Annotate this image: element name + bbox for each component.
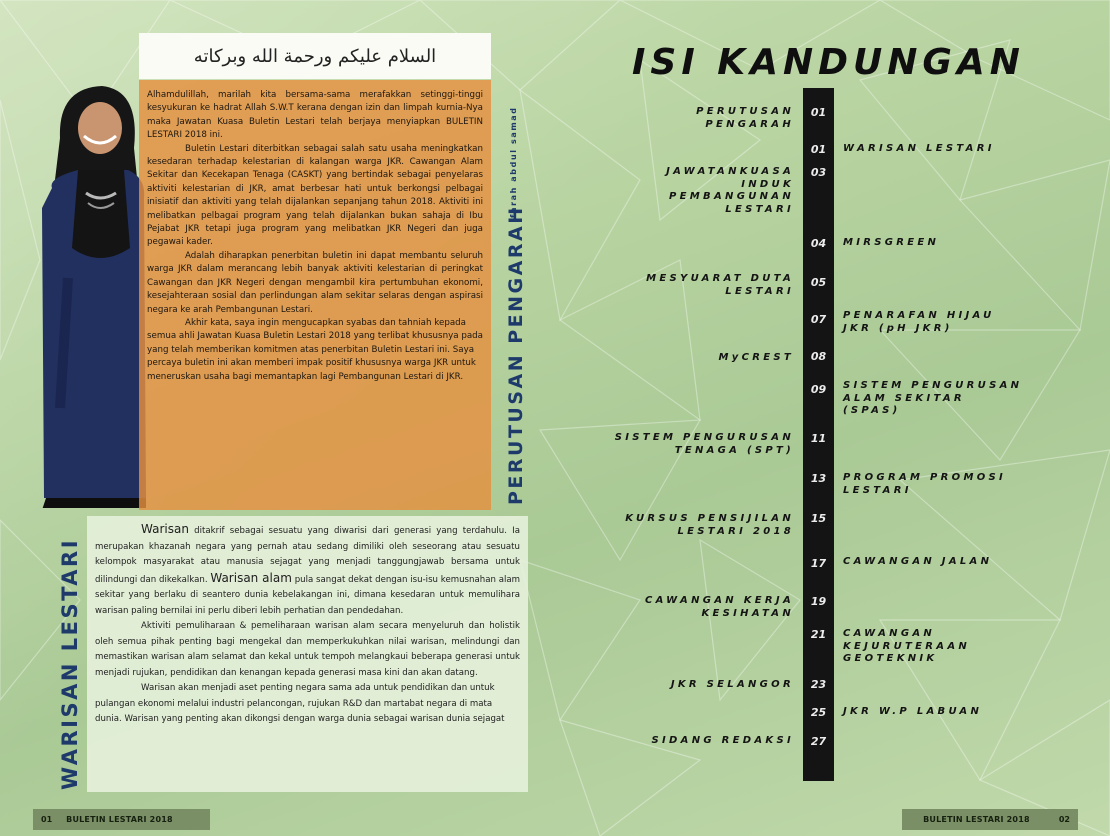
toc-page-number: 23	[810, 678, 827, 691]
director-name: farah abdul samad	[509, 106, 518, 218]
salam-text: السلام عليكم ورحمة الله وبركاته	[193, 45, 437, 67]
toc-page-number: 01	[810, 106, 827, 119]
toc-page-number: 25	[810, 706, 827, 719]
toc-page-number: 27	[810, 735, 827, 748]
warisan-paragraph	[95, 522, 520, 619]
toc-page-number: 13	[810, 472, 827, 485]
toc-page-number: 11	[810, 432, 827, 445]
warisan-lestari-vertical-title: WARISAN LESTARI	[58, 537, 82, 790]
toc-entry-mesyuarat-duta[interactable]: MESYUARAT DUTA LESTARI	[646, 273, 794, 297]
toc-entry-cawangan-jalan[interactable]: CAWANGAN JALAN	[843, 556, 993, 567]
director-paragraph: Buletin Lestari diterbitkan sebagai salah satu usaha meningkatkan kesedaran terhadap kelestarian di kalangan warga JKR. Cawangan Alam Sekitar dan Kecekapan Tenaga (CASKT) yang bertindak sebagai penyelaras aktiviti kelestarian di JKR, amat berbesar hati untuk berkongsi pelbagai inisiatif dan aktiviti yang telah dijalankan sepanjang tahun 2018. Aktiviti ini melibatkan pelbagai program yang telah dijalankan bukan sahaja di Ibu Pejabat JKR tetapi juga program yang melibatkan JKR Negeri dan juga pegawai kader.	[147, 143, 483, 248]
page-number: 02	[1058, 815, 1070, 824]
toc-entry-jkr-selangor[interactable]: JKR SELANGOR	[670, 679, 794, 690]
warisan-paragraph: Aktiviti pemuliharaan & pemeliharaan warisan alam secara menyeluruh dan holistik oleh semua pihak penting bagi mengekal dan memperkukuhkan nilai warisan, melindungi dan memastikan warisan alam selamat dan kekal untuk tempoh melangkaui beberapa generasi untuk menjadi rujukan, pendidikan dan kenangan kepada generasi masa kini dan akan datang.	[95, 621, 520, 678]
director-paragraph: Adalah diharapkan penerbitan buletin ini dapat membantu seluruh warga JKR dalam merancang lebih banyak aktiviti kelestarian di peringkat Cawangan dan JKR Negeri dengan mengambil kira pertumbuhan ekonomi, kesejahteraan sosial dan perlindungan alam sekitar selaras dengan aspirasi negara ke arah Pembangunan Lestari.	[147, 250, 483, 315]
warisan-lead-word: Warisan	[141, 522, 189, 536]
warisan-alam-lead: Warisan alam	[210, 570, 292, 585]
publication-name: BULETIN LESTARI 2018	[923, 815, 1030, 824]
director-paragraph: Akhir kata, saya ingin mengucapkan syabas dan tahniah kepada semua ahli Jawatan Kuasa Buletin Lestari 2018 yang terlibat khususnya pada yang telah memberikan komitmen atas penerbitan Buletin Lestari ini. Saya percaya buletin ini akan memberi impak positif khususnya warga JKR untuk meneruskan usaha bagi memantapkan lagi Pembangunan Lestari di JKR.	[147, 317, 483, 382]
toc-entry-jkr-labuan[interactable]: JKR W.P LABUAN	[843, 706, 983, 717]
toc-page-number: 07	[810, 313, 827, 326]
toc-entry-geoteknik[interactable]: CAWANGAN KEJURUTERAAN GEOTEKNIK	[843, 628, 971, 664]
perutusan-pengarah-vertical-title: PERUTUSAN PENGARAH	[505, 205, 527, 505]
salam-banner	[139, 33, 491, 79]
toc-entry-cawangan-kerja-kesihatan[interactable]: CAWANGAN KERJA KESIHATAN	[644, 595, 794, 619]
toc-page-number: 21	[810, 628, 827, 641]
page-number: 01	[41, 815, 53, 824]
footer-left	[33, 809, 210, 830]
table-of-contents-title: ISI KANDUNGAN	[632, 42, 1025, 83]
warisan-paragraph: Warisan akan menjadi aset penting negara sama ada untuk pendidikan dan untuk pulangan ekonomi melalui industri pelancongan, rujukan R&D dan martabat negara di mata dunia. Warisan yang penting akan dikongsi dengan warga dunia sebagai warisan dunia sejagat	[95, 683, 505, 724]
toc-page-number: 08	[810, 350, 827, 363]
toc-entry-mirsgreen[interactable]: MIRSGREEN	[843, 237, 940, 248]
warisan-lestari-box	[87, 516, 528, 792]
toc-page-number: 01	[810, 143, 827, 156]
toc-entry-perutusan-pengarah[interactable]: PERUTUSAN PENGARAH	[696, 106, 794, 130]
toc-page-number: 03	[810, 166, 827, 179]
toc-page-number: 17	[810, 557, 827, 570]
toc-entry-jawatankuasa[interactable]: JAWATANKUASA INDUK PEMBANGUNAN LESTARI	[666, 166, 794, 215]
warisan-text: ditakrif sebagai sesuatu yang diwarisi dari generasi yang terdahulu. Ia merupakan khazanah negara yang pernah atau sedang dimiliki oleh seseorang atau sesuatu kelompok masyarakat atau manusia sejagat yang menjadi tanggungjawab bersama untuk dilindungi dan dikekalkan.	[95, 526, 520, 585]
toc-page-number: 05	[810, 276, 827, 289]
director-portrait	[38, 78, 146, 508]
toc-entry-spt[interactable]: SISTEM PENGURUSAN TENAGA (SPT)	[614, 432, 794, 456]
director-paragraph: Alhamdulillah, marilah kita bersama-sama merafakkan setinggi-tinggi kesyukuran ke hadrat Allah S.W.T kerana dengan izin dan limpah kurnia-Nya maka Jawatan Kuasa Buletin Lestari telah berjaya menyiapkan BULETIN LESTARI 2018 ini.	[147, 90, 483, 141]
toc-entry-warisan-lestari[interactable]: WARISAN LESTARI	[843, 143, 995, 154]
toc-page-number: 09	[810, 383, 827, 396]
toc-entry-kursus-pensijilan[interactable]: KURSUS PENSIJILAN LESTARI 2018	[625, 513, 794, 537]
toc-entry-spas[interactable]: SISTEM PENGURUSAN ALAM SEKITAR (SPAS)	[843, 380, 1023, 416]
toc-page-number: 15	[810, 512, 827, 525]
warisan-text: pula sangat dekat dengan isu-isu kemusnahan alam sekitar yang berlaku di seantero dunia kebelakangan ini, dimana kesedaran untuk memulihara warisan paling bernilai ini perlu diberi lebih perhatian dan pendedahan.	[95, 574, 520, 616]
director-message-box	[139, 80, 491, 510]
publication-name: BULETIN LESTARI 2018	[66, 815, 173, 824]
toc-page-number: 19	[810, 595, 827, 608]
toc-entry-mycrest[interactable]: MyCREST	[718, 352, 794, 363]
toc-entry-program-promosi[interactable]: PROGRAM PROMOSI LESTARI	[843, 472, 1007, 496]
toc-page-number: 04	[810, 237, 827, 250]
toc-entry-sidang-redaksi[interactable]: SIDANG REDAKSI	[651, 735, 794, 746]
toc-entry-penarafan-hijau[interactable]: PENARAFAN HIJAU JKR (pH JKR)	[843, 310, 995, 334]
footer-right	[902, 809, 1078, 830]
